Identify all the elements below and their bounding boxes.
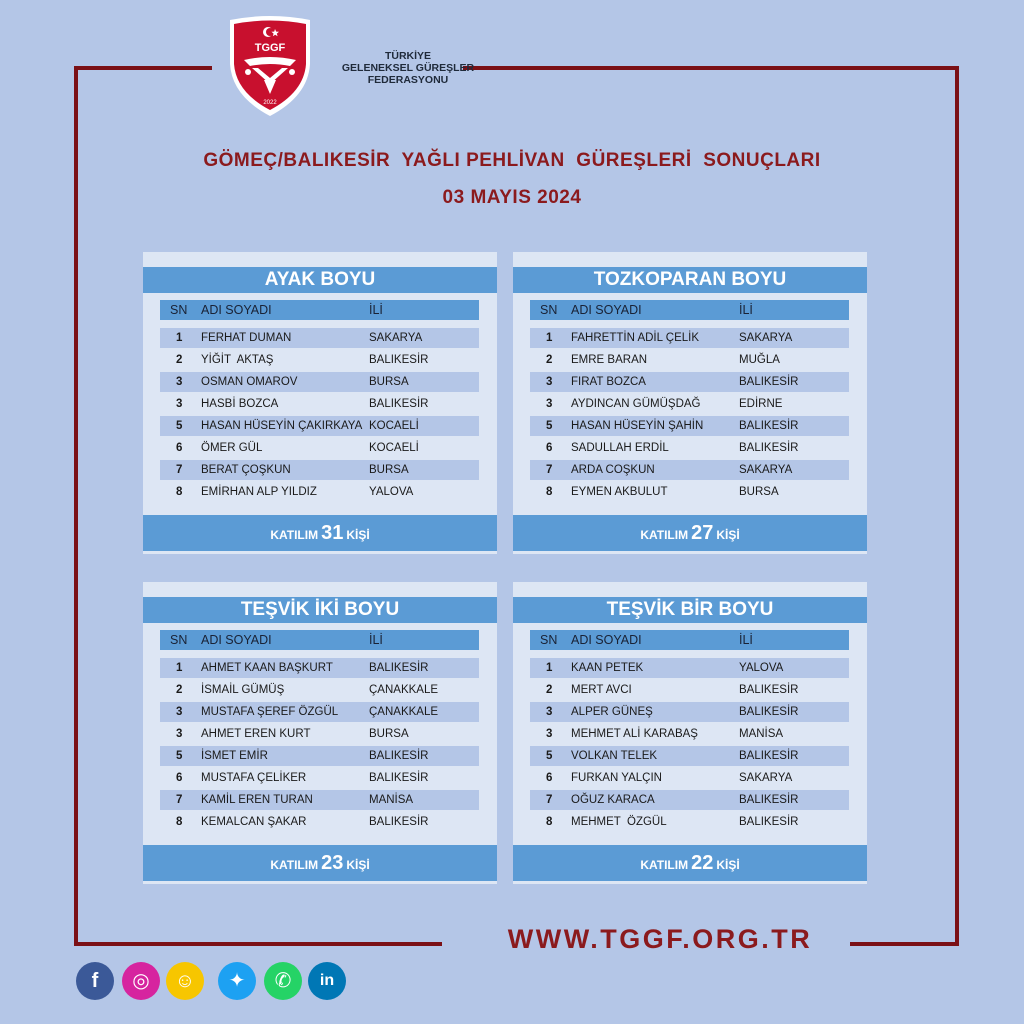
panel-title: TEŞVİK İKİ BOYU xyxy=(143,597,497,623)
table-row xyxy=(530,328,849,348)
row-name: MUSTAFA ŞEREF ÖZGÜL xyxy=(201,706,339,718)
row-sn: 3 xyxy=(176,398,183,410)
row-sn: 7 xyxy=(176,794,183,806)
row-city: KOCAELİ xyxy=(369,420,419,432)
row-sn: 1 xyxy=(546,332,553,344)
row-sn: 5 xyxy=(176,420,183,432)
participation-count xyxy=(143,515,497,551)
row-city: MANİSA xyxy=(739,728,784,740)
table-row xyxy=(530,350,849,370)
row-sn: 8 xyxy=(176,816,183,828)
row-city: YALOVA xyxy=(369,486,414,498)
row-sn: 3 xyxy=(546,376,553,388)
table-row xyxy=(160,328,479,348)
row-name: MEHMET ALİ KARABAŞ xyxy=(571,728,698,740)
row-sn: 3 xyxy=(546,398,553,410)
row-sn: 3 xyxy=(546,728,553,740)
row-name: SADULLAH ERDİL xyxy=(571,442,669,454)
results-panel xyxy=(513,582,867,884)
row-city: SAKARYA xyxy=(739,772,793,784)
row-name: HASBİ BOZCA xyxy=(201,398,279,410)
row-sn: 3 xyxy=(176,376,183,388)
table-row xyxy=(530,438,849,458)
column-city: İLİ xyxy=(369,633,383,647)
table-row xyxy=(530,372,849,392)
twitter-icon[interactable]: ✦ xyxy=(218,962,256,1000)
column-sn: SN xyxy=(170,303,188,317)
row-sn: 6 xyxy=(546,442,553,454)
row-city: BALIKESİR xyxy=(739,816,799,828)
participation-unit: KİŞİ xyxy=(346,858,370,872)
row-sn: 6 xyxy=(546,772,553,784)
participation-count xyxy=(143,845,497,881)
event-date: 03 MAYIS 2024 xyxy=(442,187,582,208)
row-city: YALOVA xyxy=(739,662,784,674)
row-city: MUĞLA xyxy=(739,354,780,366)
participation-number: 23 xyxy=(321,852,344,874)
tggf-logo xyxy=(224,14,316,118)
row-name: KAAN PETEK xyxy=(571,662,644,674)
row-sn: 7 xyxy=(546,464,553,476)
row-city: BALIKESİR xyxy=(739,442,799,454)
row-sn: 5 xyxy=(176,750,183,762)
row-sn: 2 xyxy=(176,684,183,696)
column-sn: SN xyxy=(540,633,558,647)
frame-top-left xyxy=(74,66,212,70)
participation-count xyxy=(513,845,867,881)
org-name xyxy=(338,50,478,86)
row-name: AYDINCAN GÜMÜŞDAĞ xyxy=(571,398,701,410)
column-city: İLİ xyxy=(369,303,383,317)
table-row xyxy=(530,658,849,678)
panel-title: TOZKOPARAN BOYU xyxy=(513,267,867,293)
row-city: EDİRNE xyxy=(739,398,783,410)
instagram-icon[interactable]: ◎ xyxy=(122,962,160,1000)
row-city: ÇANAKKALE xyxy=(369,684,439,696)
row-sn: 2 xyxy=(176,354,183,366)
table-row xyxy=(160,350,479,370)
participation-label: KATILIM xyxy=(270,858,319,872)
row-name: HASAN HÜSEYİN ŞAHİN xyxy=(571,420,704,432)
row-name: ALPER GÜNEŞ xyxy=(571,706,653,718)
table-row xyxy=(160,438,479,458)
table-row xyxy=(530,812,849,832)
row-name: EMİRHAN ALP YILDIZ xyxy=(201,486,317,498)
frame-bottom-left xyxy=(74,942,442,946)
table-row xyxy=(160,460,479,480)
row-city: BALIKESİR xyxy=(369,354,429,366)
row-city: KOCAELİ xyxy=(369,442,419,454)
row-city: BALIKESİR xyxy=(369,398,429,410)
results-list xyxy=(530,328,849,504)
row-city: BURSA xyxy=(369,728,409,740)
column-name: ADI SOYADI xyxy=(571,633,642,647)
website-link[interactable]: WWW.TGGF.ORG.TR xyxy=(507,924,813,954)
table-row xyxy=(530,416,849,436)
facebook-icon[interactable]: f xyxy=(76,962,114,1000)
row-sn: 1 xyxy=(176,662,183,674)
row-name: OSMAN OMAROV xyxy=(201,376,298,388)
table-row xyxy=(160,680,479,700)
results-panel xyxy=(513,252,867,554)
row-sn: 3 xyxy=(176,728,183,740)
panel-title: AYAK BOYU xyxy=(143,267,497,293)
row-name: MEHMET ÖZGÜL xyxy=(571,816,667,828)
row-city: BALIKESİR xyxy=(369,816,429,828)
row-name: FURKAN YALÇIN xyxy=(571,772,662,784)
column-sn: SN xyxy=(540,303,558,317)
row-name: OĞUZ KARACA xyxy=(571,794,655,806)
participation-unit: KİŞİ xyxy=(716,528,740,542)
column-name: ADI SOYADI xyxy=(201,303,272,317)
row-sn: 6 xyxy=(176,442,183,454)
table-row xyxy=(160,416,479,436)
row-city: BURSA xyxy=(369,464,409,476)
row-sn: 3 xyxy=(546,706,553,718)
column-city: İLİ xyxy=(739,633,753,647)
row-name: MERT AVCI xyxy=(571,684,632,696)
row-name: EYMEN AKBULUT xyxy=(571,486,668,498)
frame-top-right xyxy=(463,66,959,70)
row-city: SAKARYA xyxy=(739,464,793,476)
row-name: VOLKAN TELEK xyxy=(571,750,658,762)
row-city: SAKARYA xyxy=(739,332,793,344)
table-row xyxy=(160,394,479,414)
panel-title: TEŞVİK BİR BOYU xyxy=(513,597,867,623)
row-name: AHMET KAAN BAŞKURT xyxy=(201,662,333,674)
table-row xyxy=(530,394,849,414)
table-row xyxy=(160,724,479,744)
row-city: SAKARYA xyxy=(369,332,423,344)
table-row xyxy=(530,746,849,766)
row-sn: 5 xyxy=(546,420,553,432)
row-sn: 2 xyxy=(546,684,553,696)
row-sn: 6 xyxy=(176,772,183,784)
whatsapp-icon[interactable]: ✆ xyxy=(264,962,302,1000)
row-name: HASAN HÜSEYİN ÇAKIRKAYA xyxy=(201,420,363,432)
row-sn: 5 xyxy=(546,750,553,762)
column-header xyxy=(530,300,849,320)
row-sn: 1 xyxy=(546,662,553,674)
row-sn: 8 xyxy=(546,816,553,828)
results-panel xyxy=(143,252,497,554)
table-row xyxy=(160,372,479,392)
participation-label: KATILIM xyxy=(640,528,689,542)
column-header xyxy=(530,630,849,650)
row-city: BALIKESİR xyxy=(739,750,799,762)
table-row xyxy=(530,460,849,480)
linkedin-icon[interactable]: in xyxy=(308,962,346,1000)
row-city: BALIKESİR xyxy=(739,376,799,388)
row-city: MANİSA xyxy=(369,794,414,806)
row-city: BALIKESİR xyxy=(739,794,799,806)
table-row xyxy=(530,680,849,700)
row-name: YİĞİT AKTAŞ xyxy=(201,354,274,366)
row-city: ÇANAKKALE xyxy=(369,706,439,718)
results-list xyxy=(160,658,479,834)
table-row xyxy=(530,724,849,744)
row-city: BALIKESİR xyxy=(739,684,799,696)
column-header xyxy=(160,300,479,320)
row-name: İSMET EMİR xyxy=(201,750,268,762)
row-name: ÖMER GÜL xyxy=(201,442,263,454)
row-sn: 8 xyxy=(176,486,183,498)
participation-number: 31 xyxy=(321,522,344,544)
row-city: BALIKESİR xyxy=(739,420,799,432)
logo-year: 2022 xyxy=(263,100,277,106)
row-name: FERHAT DUMAN xyxy=(201,332,292,344)
row-name: KAMİL EREN TURAN xyxy=(201,794,313,806)
row-name: FIRAT BOZCA xyxy=(571,376,646,388)
column-sn: SN xyxy=(170,633,188,647)
table-row xyxy=(530,482,849,502)
row-city: BALIKESİR xyxy=(739,706,799,718)
org-name-line: FEDERASYONU xyxy=(367,74,449,86)
row-city: BURSA xyxy=(739,486,779,498)
row-name: FAHRETTİN ADİL ÇELİK xyxy=(571,332,700,344)
table-row xyxy=(160,790,479,810)
row-city: BALIKESİR xyxy=(369,772,429,784)
row-city: BALIKESİR xyxy=(369,750,429,762)
participation-label: KATILIM xyxy=(640,858,689,872)
table-row xyxy=(530,790,849,810)
row-name: AHMET EREN KURT xyxy=(201,728,311,740)
table-row xyxy=(160,482,479,502)
column-city: İLİ xyxy=(739,303,753,317)
table-row xyxy=(160,812,479,832)
participation-count xyxy=(513,515,867,551)
table-row xyxy=(160,746,479,766)
column-header xyxy=(160,630,479,650)
row-city: BALIKESİR xyxy=(369,662,429,674)
snapchat-icon[interactable]: ☺ xyxy=(166,962,204,1000)
participation-number: 27 xyxy=(691,522,714,544)
results-panel xyxy=(143,582,497,884)
org-name-line: GELENEKSEL GÜREŞLER xyxy=(341,62,475,74)
logo-text: TGGF xyxy=(254,42,286,54)
participation-label: KATILIM xyxy=(270,528,319,542)
row-sn: 7 xyxy=(176,464,183,476)
row-name: ARDA COŞKUN xyxy=(571,464,655,476)
participation-unit: KİŞİ xyxy=(716,858,740,872)
row-sn: 2 xyxy=(546,354,553,366)
row-name: KEMALCAN ŞAKAR xyxy=(201,816,307,828)
row-name: MUSTAFA ÇELİKER xyxy=(201,772,307,784)
org-name-line: TÜRKİYE xyxy=(384,50,432,62)
column-name: ADI SOYADI xyxy=(201,633,272,647)
row-sn: 8 xyxy=(546,486,553,498)
column-name: ADI SOYADI xyxy=(571,303,642,317)
row-name: EMRE BARAN xyxy=(571,354,648,366)
participation-number: 22 xyxy=(691,852,714,874)
participation-unit: KİŞİ xyxy=(346,528,370,542)
results-list xyxy=(160,328,479,504)
table-row xyxy=(160,702,479,722)
table-row xyxy=(530,702,849,722)
table-row xyxy=(160,768,479,788)
results-list xyxy=(530,658,849,834)
row-city: BURSA xyxy=(369,376,409,388)
table-row xyxy=(530,768,849,788)
row-sn: 3 xyxy=(176,706,183,718)
row-name: BERAT ÇOŞKUN xyxy=(201,464,291,476)
row-sn: 1 xyxy=(176,332,183,344)
page-title: GÖMEÇ/BALIKESİR YAĞLI PEHLİVAN GÜREŞLERİ SONUÇLARI xyxy=(203,150,821,171)
row-name: İSMAİL GÜMÜŞ xyxy=(201,684,285,696)
table-row xyxy=(160,658,479,678)
row-sn: 7 xyxy=(546,794,553,806)
